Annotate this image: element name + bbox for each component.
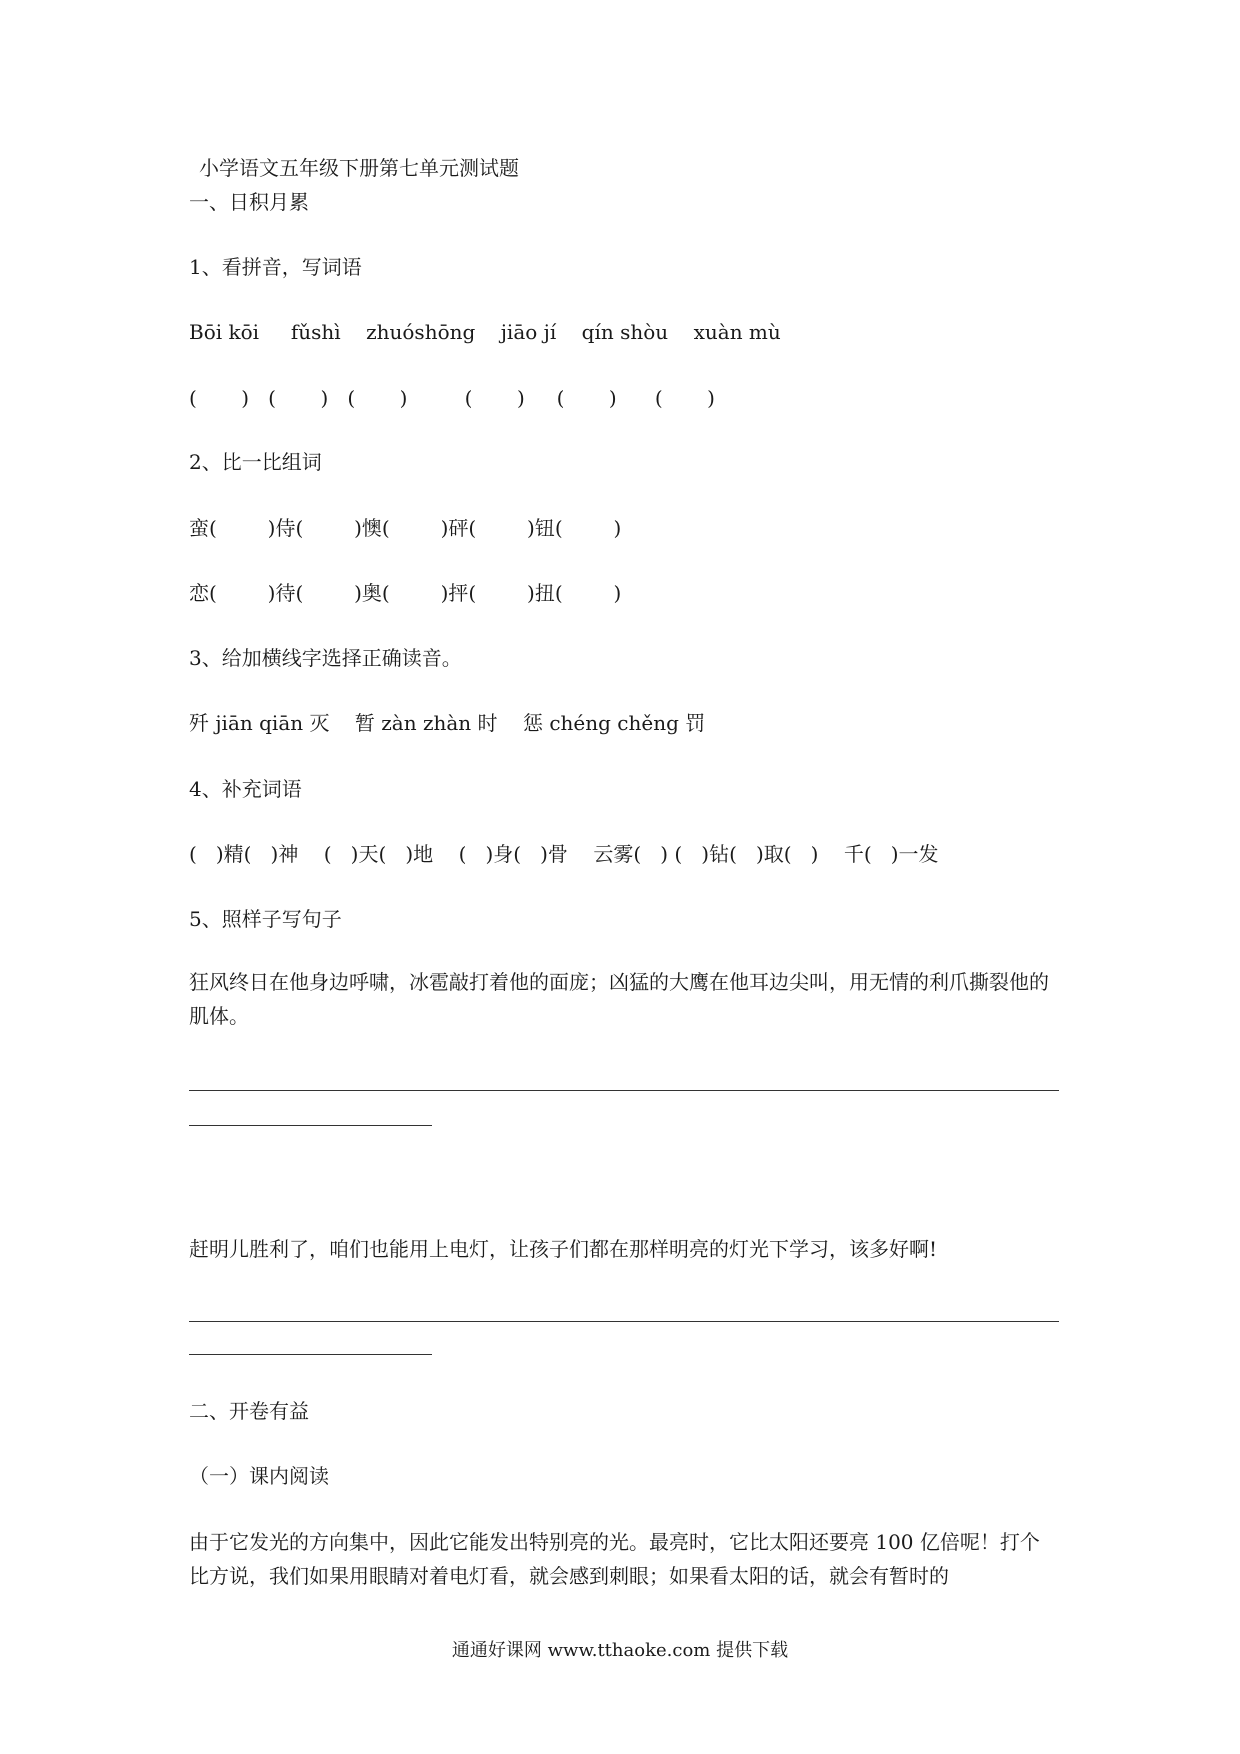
question-5-sentence-2: 赶明儿胜利了，咱们也能用上电灯，让孩子们都在那样明亮的灯光下学习，该多好啊! (189, 1237, 938, 1261)
question-4-label: 4、补充词语 (189, 777, 302, 801)
question-1-pinyin: Bōi kōi fǔshì zhuóshōng jiāo jí qín shòu xuàn mù (189, 320, 781, 344)
question-3-label: 3、给加横线字选择正确读音。 (189, 646, 462, 670)
question-2-label: 2、比一比组词 (189, 450, 322, 474)
page-title: 小学语文五年级下册第七单元测试题 (199, 156, 519, 180)
question-5-label: 5、照样子写句子 (189, 907, 342, 931)
reading-passage: 由于它发光的方向集中，因此它能发出特别亮的光。最亮时，它比太阳还要亮 100 亿倍呢！打个比方说，我们如果用眼睛对着电灯看，就会感到刺眼；如果看太阳的话，就会有暂时的 (189, 1530, 1040, 1588)
section-1-heading: 一、日积月累 (189, 190, 309, 214)
answer-line-1b[interactable] (189, 1125, 432, 1126)
question-2-row-1: 蛮( )侍( )懊( )砰( )钮( ) (189, 516, 622, 540)
question-2-row-2: 恋( )待( )奥( )抨( )扭( ) (189, 581, 622, 605)
answer-line-1a[interactable] (189, 1090, 1059, 1091)
question-1-blanks: ( ) ( ) ( ) ( ) ( ) ( ) (189, 386, 715, 410)
question-4-text: ( )精( )神 ( )天( )地 ( )身( )骨 云雾( ) ( )钻( )取( ) 千( )一发 (189, 842, 939, 866)
question-1-label: 1、看拼音，写词语 (189, 255, 362, 279)
question-3-text: 歼 jiān qiān 灭 暂 zàn zhàn 时 惩 chéng chěng 罚 (189, 711, 706, 735)
subsection-1-heading: （一）课内阅读 (189, 1464, 329, 1488)
answer-line-2b[interactable] (189, 1354, 432, 1355)
answer-line-2a[interactable] (189, 1321, 1059, 1322)
section-2-heading: 二、开卷有益 (189, 1399, 309, 1423)
question-5-sentence-1: 狂风终日在他身边呼啸，冰雹敲打着他的面庞；凶猛的大鹰在他耳边尖叫，用无情的利爪撕裂他的肌体。 (189, 970, 1049, 1028)
footer-text: 通通好课网 www.tthaoke.com 提供下载 (451, 1640, 789, 1661)
